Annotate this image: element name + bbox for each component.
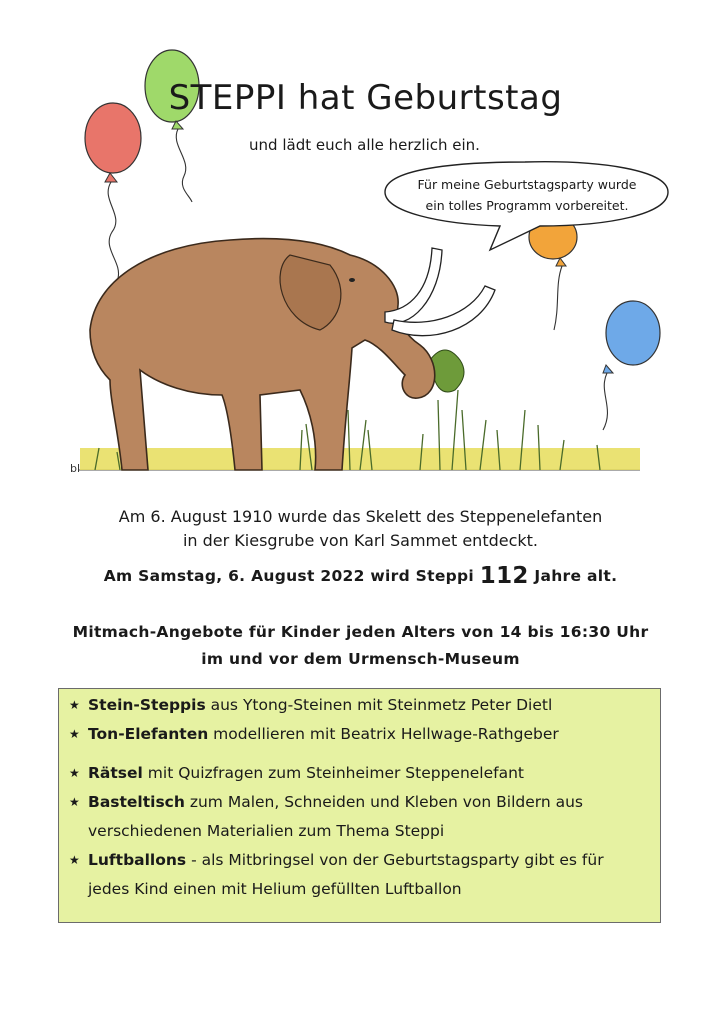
activity-title: Ton-Elefanten bbox=[88, 725, 209, 743]
activity-text: mit Quizfragen zum Steinheimer Steppenelefant bbox=[142, 764, 525, 782]
activity-text: zum Malen, Schneiden und Kleben von Bildern aus bbox=[184, 793, 584, 811]
star-icon: ★ bbox=[69, 795, 80, 809]
artist-signature: bl bbox=[70, 462, 81, 475]
activity-text-continued: verschiedenen Materialien zum Thema Steppi bbox=[88, 822, 445, 840]
subtitle: und lädt euch alle herzlich ein. bbox=[249, 136, 480, 154]
offers-location: im und vor dem Urmensch-Museum bbox=[201, 650, 520, 668]
star-icon: ★ bbox=[69, 766, 80, 780]
star-icon: ★ bbox=[69, 727, 80, 741]
star-icon: ★ bbox=[69, 698, 80, 712]
speech-bubble-line: Für meine Geburtstagsparty wurde bbox=[417, 177, 637, 192]
activity-title: Rätsel bbox=[88, 764, 143, 782]
activity-title: Basteltisch bbox=[88, 793, 185, 811]
activity-text-continued: jedes Kind einen mit Helium gefüllten Luftballon bbox=[88, 880, 462, 898]
history-line-2: in der Kiesgrube von Karl Sammet entdeckt. bbox=[182, 531, 539, 550]
orange-balloon bbox=[529, 215, 577, 330]
activity-item bbox=[69, 759, 654, 788]
page-title: STEPPI hat Geburtstag bbox=[168, 78, 563, 118]
activity-text: aus Ytong-Steinen mit Steinmetz Peter Dietl bbox=[205, 696, 553, 714]
red-balloon bbox=[85, 103, 141, 278]
offers-headline: Mitmach-Angebote für Kinder jeden Alters von 14 bis 16:30 Uhr bbox=[72, 623, 649, 641]
activity-text: - als Mitbringsel von der Geburtstagsparty gibt es für bbox=[186, 851, 604, 869]
green-balloon bbox=[145, 50, 199, 202]
history-line-1: Am 6. August 1910 wurde das Skelett des Steppenelefanten bbox=[118, 507, 603, 526]
activity-item bbox=[69, 846, 654, 904]
mammoth bbox=[90, 239, 495, 470]
activity-text: modellieren mit Beatrix Hellwage-Rathgeber bbox=[208, 725, 559, 743]
age-prefix: Am Samstag, 6. August 2022 wird Steppi bbox=[103, 567, 475, 585]
blue-balloon bbox=[603, 301, 660, 430]
activity-item bbox=[69, 691, 654, 720]
activity-title: Stein-Steppis bbox=[88, 696, 206, 714]
star-icon: ★ bbox=[69, 853, 80, 867]
activity-item bbox=[69, 788, 654, 846]
activity-item bbox=[69, 720, 654, 749]
speech-bubble-text bbox=[392, 174, 662, 216]
age-suffix: Jahre alt. bbox=[534, 567, 618, 585]
age-number: 112 bbox=[479, 563, 529, 589]
activities-box bbox=[58, 688, 661, 923]
speech-bubble-line: ein tolles Programm vorbereitet. bbox=[425, 198, 629, 213]
activity-title: Luftballons bbox=[88, 851, 187, 869]
age-announcement bbox=[0, 563, 721, 589]
